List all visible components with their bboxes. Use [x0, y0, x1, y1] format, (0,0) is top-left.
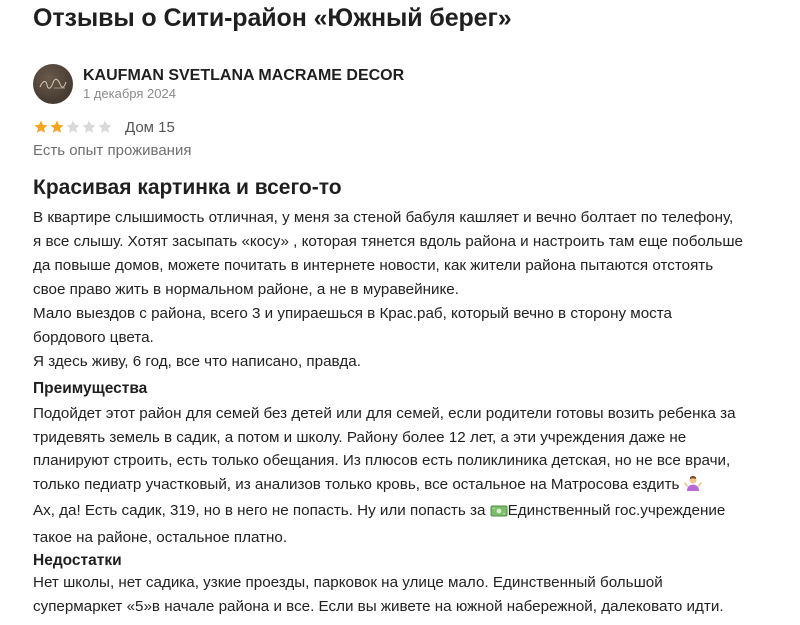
pros-line-text: только педиатр участковый, из анализов только кровь, все остальное на Матросова ездить [33, 475, 680, 493]
pros-line-text: Единственный гос.учреждение [507, 502, 726, 520]
review-line: свое право жить в нормальном районе, а не в муравейнике. [33, 281, 459, 298]
money-bill-icon [490, 502, 508, 526]
pros-line [33, 473, 793, 500]
rating-stars [33, 119, 113, 135]
review-date: 1 декабря 2024 [83, 85, 176, 101]
pros-heading: Преимущества [33, 380, 148, 397]
review-line: В квартире слышимость отличная, у меня за стеной бабуля кашляет и вечно болтает по телефону, [33, 209, 734, 226]
review-title: Красивая картинка и всего-то [33, 176, 342, 199]
pros-line: Подойдет этот район для семей без детей или для семей, если родители готовы возить ребенка за [33, 405, 736, 422]
pros-line: тридевять земель в садик, а потом и школу. Району более 12 лет, а эти учреждения даже не [33, 428, 687, 446]
star-empty-icon [97, 119, 113, 135]
avatar[interactable] [33, 64, 73, 104]
cons-line: супермаркет «5»в начале района и все. Если вы живете на южной набережной, далековато идти. [33, 598, 724, 615]
star-filled-icon [49, 119, 65, 135]
cons-text [33, 571, 793, 619]
star-filled-icon [33, 119, 49, 135]
review-line: я все слышу. Хотят засыпать «косу» , которая тянется вдоль района и настроить там еще побольше [33, 233, 743, 250]
pros-text [33, 402, 793, 550]
review-line: Мало выездов с района, всего 3 и упираешься в Крас.раб, который вечно в сторону моста [33, 305, 672, 322]
page-title: Отзывы о Сити-район «Южный берег» [33, 4, 512, 32]
star-empty-icon [65, 119, 81, 135]
star-empty-icon [81, 119, 97, 135]
macrame-logo-icon [38, 77, 68, 91]
cons-line: Нет школы, нет садика, узкие проезды, парковок на улице мало. Единственный большой [33, 574, 663, 591]
experience-label: Есть опыт проживания [33, 142, 192, 159]
review-line: Я здесь живу, 6 год, все что написано, правда. [33, 353, 361, 370]
review-line: бордового цвета. [33, 329, 154, 346]
review-line: да повыше домов, можете почитать в интернете новости, как жители района пытаются отстоять [33, 257, 714, 274]
pros-line-text: Ах, да! Есть садик, 319, но в него не попасть. Ну или попасть за [33, 502, 486, 520]
person-shrugging-icon [684, 474, 702, 500]
pros-line: планируют строить, есть только обещания. Из плюсов есть поликлиника детская, но не все врачи, [33, 452, 731, 470]
rating-row [33, 117, 175, 137]
house-label: Дом 15 [125, 118, 175, 136]
review-author [33, 63, 404, 105]
pros-line: такое на районе, остальное платно. [33, 528, 288, 546]
cons-heading: Недостатки [33, 552, 122, 569]
author-name[interactable]: KAUFMAN SVETLANA MACRAME DECOR [83, 66, 405, 84]
review-text [33, 206, 793, 374]
pros-line [33, 499, 793, 526]
